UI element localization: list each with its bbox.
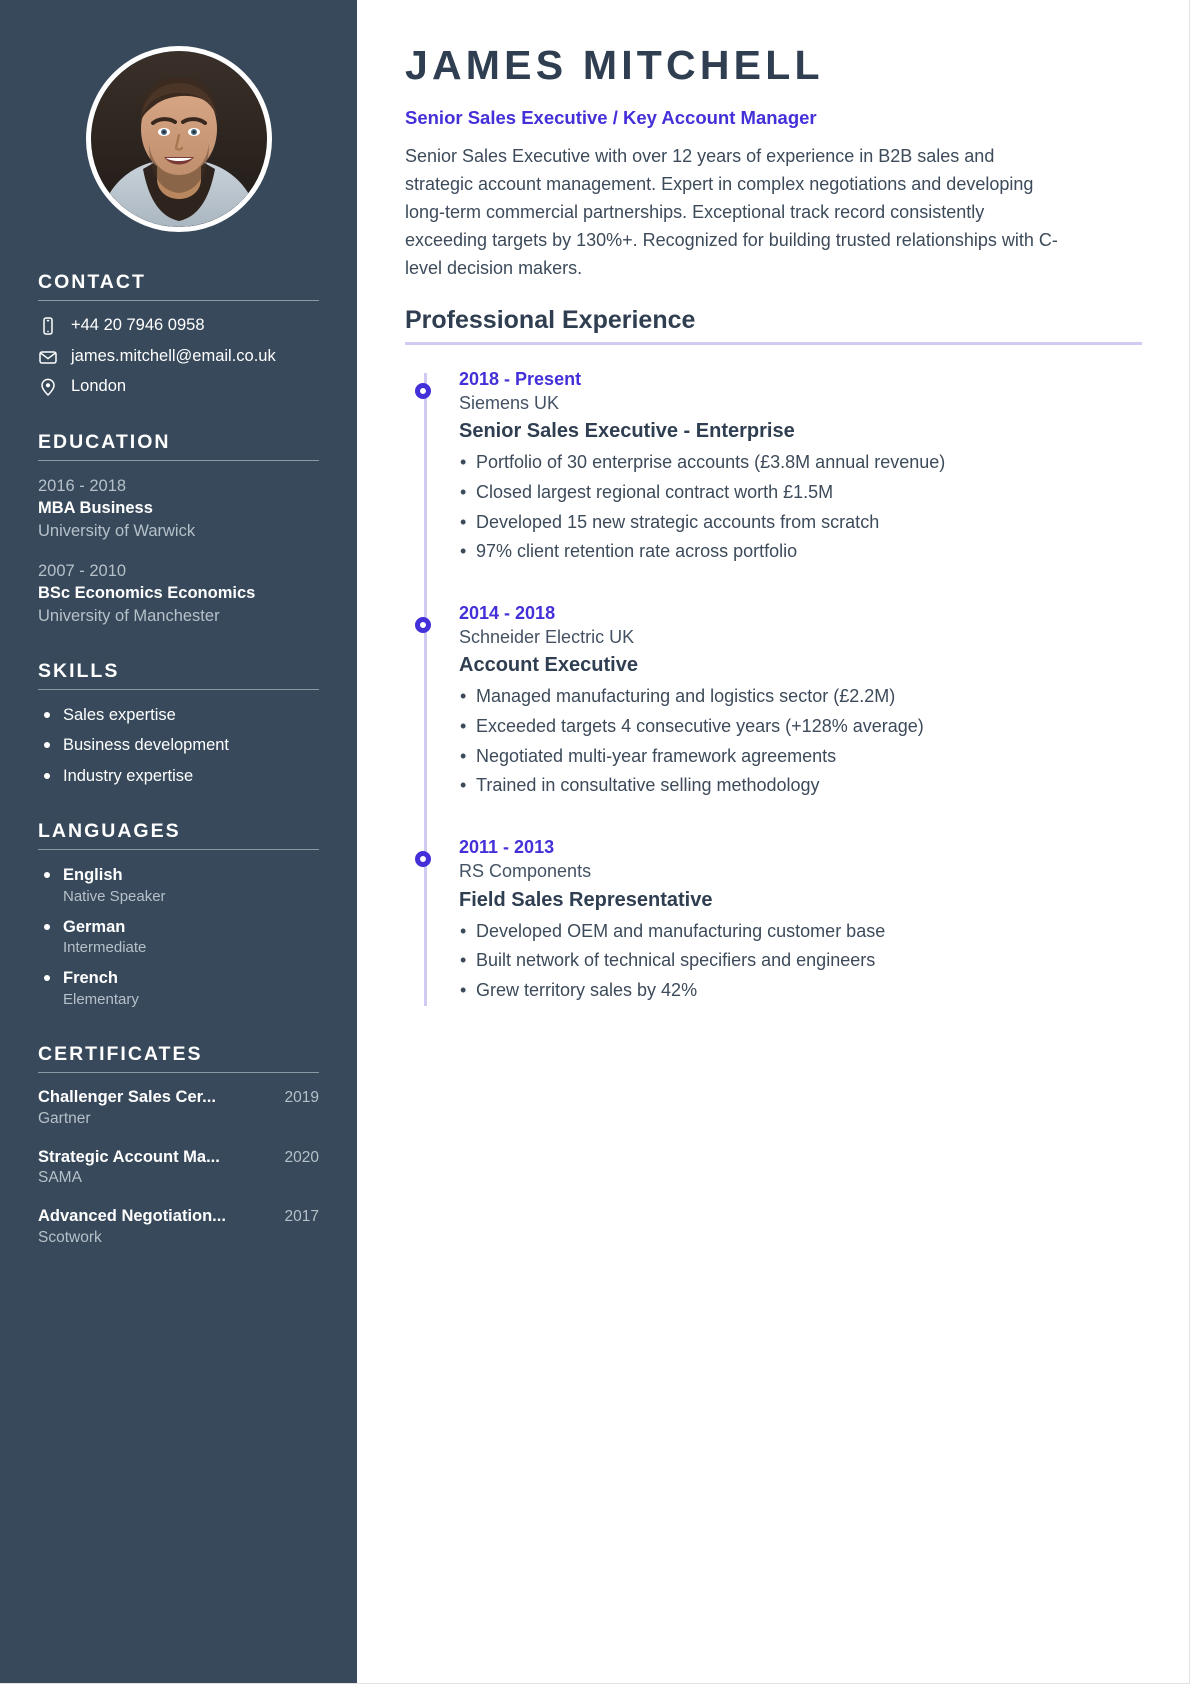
experience-bullets xyxy=(459,917,1142,1006)
languages-section xyxy=(38,821,319,1010)
certificates-heading: CERTIFICATES xyxy=(38,1043,203,1065)
avatar xyxy=(86,46,272,232)
job-title: Senior Sales Executive / Key Account Manager xyxy=(405,107,817,129)
list-item: • Developed OEM and manufacturing customer base xyxy=(459,917,1142,947)
location-pin-icon xyxy=(38,377,58,397)
experience-divider xyxy=(405,342,1142,345)
language-name: French xyxy=(63,969,119,988)
contact-phone[interactable] xyxy=(38,315,319,336)
list-item xyxy=(38,916,319,959)
timeline-dot-icon xyxy=(415,617,431,633)
education-school: University of Manchester xyxy=(38,606,220,625)
experience-dates: 2018 - Present xyxy=(459,368,582,389)
list-item: Sales expertise xyxy=(38,704,319,726)
certificate-issuer: Gartner xyxy=(38,1109,91,1127)
list-item: • 97% client retention rate across portfolio xyxy=(459,537,1142,567)
education-heading: EDUCATION xyxy=(38,430,171,453)
experience-bullets xyxy=(459,682,1142,801)
timeline-dot-icon xyxy=(415,383,431,399)
experience-company: Siemens UK xyxy=(459,392,560,413)
contact-divider xyxy=(38,300,319,301)
avatar-photo xyxy=(91,51,267,227)
languages-heading: LANGUAGES xyxy=(38,820,181,843)
experience-role: Field Sales Representative xyxy=(459,888,713,911)
main-content xyxy=(357,0,1190,1684)
certificate-issuer: Scotwork xyxy=(38,1228,102,1246)
language-name: German xyxy=(63,917,126,936)
skills-heading: SKILLS xyxy=(38,659,120,682)
education-degree: BSc Economics Economics xyxy=(38,584,256,603)
page-title: JAMES MITCHELL xyxy=(405,42,824,88)
list-item: • Closed largest regional contract worth £1.5M xyxy=(459,478,1142,508)
language-level: Elementary xyxy=(63,990,139,1008)
certificate-name: Advanced Negotiation... xyxy=(38,1207,226,1226)
education-years: 2016 - 2018 xyxy=(38,477,127,496)
contact-email-value: james.mitchell@email.co.uk xyxy=(71,346,276,365)
sidebar xyxy=(0,0,357,1684)
list-item: • Exceeded targets 4 consecutive years (+128% average) xyxy=(459,712,1142,742)
skills-section xyxy=(38,661,319,787)
languages-divider xyxy=(38,849,319,850)
list-item xyxy=(38,1087,319,1129)
experience-item xyxy=(459,835,1142,1006)
language-level: Native Speaker xyxy=(63,887,166,905)
experience-bullets xyxy=(459,448,1142,567)
experience-item xyxy=(459,367,1142,567)
list-item: • Developed 15 new strategic accounts from scratch xyxy=(459,508,1142,538)
skills-divider xyxy=(38,689,319,690)
phone-icon xyxy=(38,316,58,336)
skills-list xyxy=(38,704,319,787)
experience-role: Account Executive xyxy=(459,654,638,677)
experience-role: Senior Sales Executive - Enterprise xyxy=(459,420,795,443)
education-school: University of Warwick xyxy=(38,521,196,540)
certificates-divider xyxy=(38,1072,319,1073)
contact-email[interactable] xyxy=(38,346,319,367)
certificate-year: 2019 xyxy=(284,1089,319,1107)
list-item: • Negotiated multi-year framework agreements xyxy=(459,742,1142,772)
certificate-year: 2017 xyxy=(284,1208,319,1226)
education-years: 2007 - 2010 xyxy=(38,561,127,580)
experience-heading: Professional Experience xyxy=(405,305,696,334)
education-item xyxy=(38,560,319,627)
experience-item xyxy=(459,601,1142,801)
education-item xyxy=(38,475,319,542)
list-item xyxy=(38,864,319,907)
list-item: • Managed manufacturing and logistics sector (£2.2M) xyxy=(459,682,1142,712)
list-item xyxy=(38,1147,319,1189)
list-item: Business development xyxy=(38,734,319,756)
experience-company: RS Components xyxy=(459,861,592,882)
certificate-name: Strategic Account Ma... xyxy=(38,1147,220,1166)
contact-location-value: London xyxy=(71,377,127,396)
professional-summary: Senior Sales Executive with over 12 years of experience in B2B sales and strategic account management. Expert in complex negotiations and developing long-term commercial partnerships. Exceptional track record consistently exceeding targets by 130%+. Recognized for building trusted relationships with C-level decision makers. xyxy=(405,146,1058,278)
education-section xyxy=(38,432,319,627)
list-item: • Trained in consultative selling methodology xyxy=(459,771,1142,801)
experience-dates: 2014 - 2018 xyxy=(459,602,556,623)
contact-location[interactable] xyxy=(38,376,319,397)
contact-heading: CONTACT xyxy=(38,271,146,293)
list-item xyxy=(38,1206,319,1248)
list-item: • Built network of technical specifiers and engineers xyxy=(459,946,1142,976)
avatar-illustration xyxy=(91,51,267,227)
certificate-name: Challenger Sales Cer... xyxy=(38,1088,216,1107)
list-item: Industry expertise xyxy=(38,765,319,787)
list-item: • Grew territory sales by 42% xyxy=(459,976,1142,1006)
contact-section xyxy=(38,272,319,398)
certificate-issuer: SAMA xyxy=(38,1169,82,1187)
list-item xyxy=(38,967,319,1010)
certificate-year: 2020 xyxy=(284,1148,319,1166)
language-name: English xyxy=(63,866,123,885)
certificates-section xyxy=(38,1044,319,1249)
experience-dates: 2011 - 2013 xyxy=(459,837,555,858)
education-divider xyxy=(38,460,319,461)
contact-phone-value: +44 20 7946 0958 xyxy=(71,316,205,335)
email-icon xyxy=(38,347,58,367)
timeline-dot-icon xyxy=(415,851,431,867)
experience-timeline xyxy=(405,367,1142,1006)
language-level: Intermediate xyxy=(63,939,147,957)
list-item: • Portfolio of 30 enterprise accounts (£3.8M annual revenue) xyxy=(459,448,1142,478)
education-degree: MBA Business xyxy=(38,499,153,518)
experience-company: Schneider Electric UK xyxy=(459,627,635,648)
